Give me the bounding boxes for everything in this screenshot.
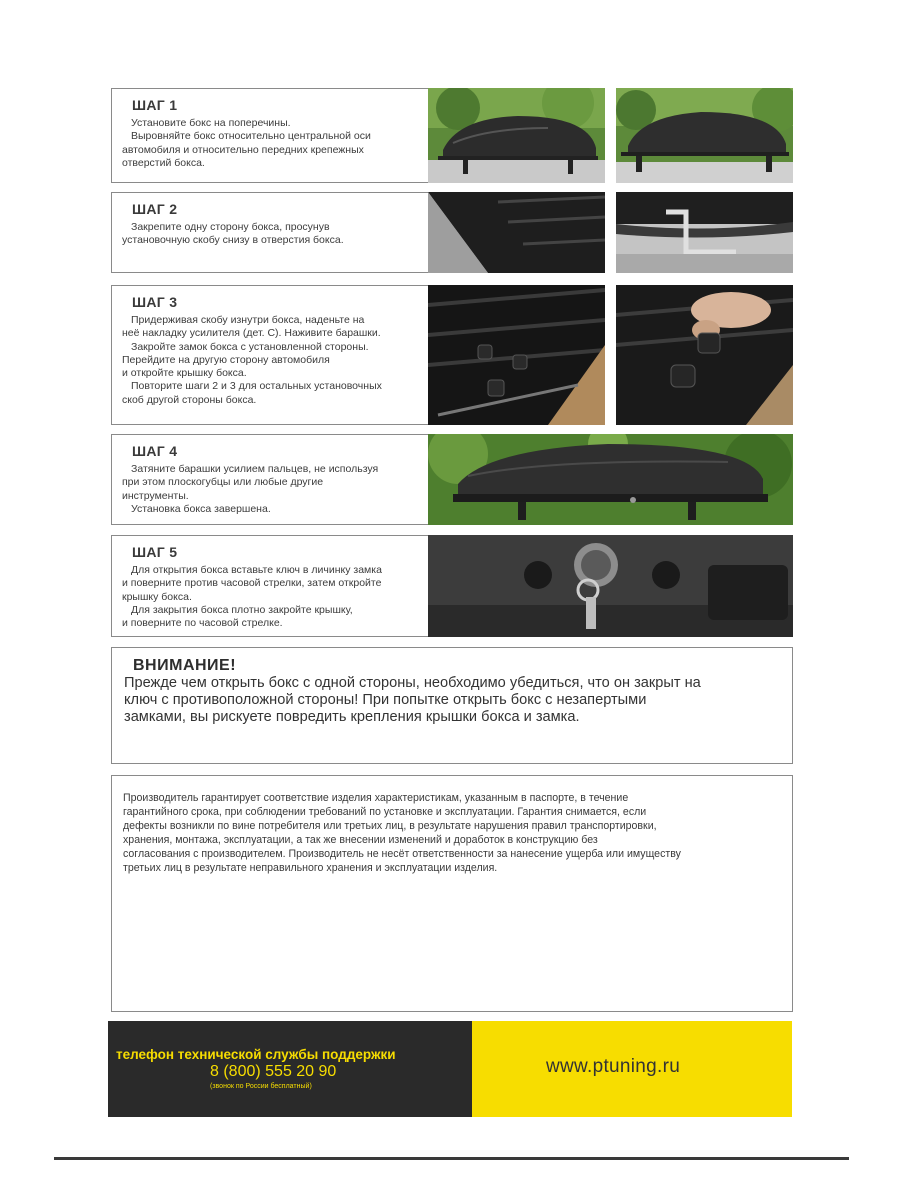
step-line: скоб другой стороны бокса. <box>122 393 257 406</box>
step-line: Затяните барашки усилием пальцев, не используя <box>131 463 379 475</box>
step-3-photo-left <box>428 285 605 425</box>
step-line: автомобиля и относительно передних крепежных <box>122 143 364 156</box>
website-banner <box>472 1021 792 1117</box>
step-1-photo-right <box>616 88 793 183</box>
warning-line: замками, вы рискуете повредить крепления крышки бокса и замка. <box>124 709 580 725</box>
step-title: ШАГ 1 <box>132 97 178 113</box>
step-line: Закройте замок бокса с установленной стороны. <box>131 340 369 353</box>
step-line: установочную скобу снизу в отверстия бокса. <box>122 234 344 247</box>
step-2-photo-right <box>616 192 793 273</box>
step-3-text <box>112 286 428 424</box>
step-1-text <box>112 89 428 182</box>
step-5-panel <box>111 535 429 637</box>
guarantee-line: хранения, монтажа, эксплуатации, а так же внесении изменений и доработок в конструкцию без <box>123 834 598 846</box>
step-line: Для закрытия бокса плотно закройте крышку, <box>131 603 353 616</box>
step-4-panel <box>111 434 429 525</box>
step-line: и поверните по часовой стрелке. <box>122 617 283 630</box>
step-line: Установите бокс на поперечины. <box>131 117 291 129</box>
support-phone[interactable]: 8 (800) 555 20 90 <box>210 1063 337 1080</box>
step-line: Придерживая скобу изнутри бокса, наденьте на <box>131 314 365 326</box>
step-line: Закрепите одну сторону бокса, просунув <box>131 221 330 233</box>
step-line: неё накладку усилителя (дет. С). Наживите барашки. <box>122 327 381 340</box>
step-line: Для открытия бокса вставьте ключ в личинку замка <box>131 564 382 576</box>
step-4-photo <box>428 434 793 525</box>
step-5-photo <box>428 535 793 637</box>
warning-title: ВНИМАНИЕ! <box>133 657 237 674</box>
step-title: ШАГ 4 <box>132 443 178 459</box>
step-line: и откройте крышку бокса. <box>122 367 247 380</box>
step-3-photo-right <box>616 285 793 425</box>
step-2-text <box>112 193 428 272</box>
step-line: Повторите шаги 2 и 3 для остальных установочных <box>131 380 382 393</box>
step-2-panel <box>111 192 429 273</box>
step-line: Перейдите на другую сторону автомобиля <box>122 353 330 366</box>
support-phone-note: (звонок по России бесплатный) <box>210 1083 312 1090</box>
step-line: крышку бокса. <box>122 590 192 603</box>
step-line: и поверните против часовой стрелки, затем откройте <box>122 577 382 590</box>
support-banner <box>108 1021 472 1117</box>
step-line: при этом плоскогубцы или любые другие <box>122 476 324 489</box>
guarantee-line: Производитель гарантирует соответствие изделия характеристикам, указанным в паспорте, в течение <box>123 792 629 804</box>
guarantee-line: третьих лиц в результате неправильного хранения и эксплуатации изделия. <box>123 862 498 874</box>
bottom-divider <box>54 1157 849 1160</box>
step-line: Установка бокса завершена. <box>131 502 271 515</box>
warning-line: Прежде чем открыть бокс с одной стороны, необходимо убедиться, что он закрыт на <box>124 675 701 691</box>
guarantee-line: согласования с производителем. Производитель не несёт ответственности за нанесение ущерба или имуществу <box>123 848 681 860</box>
warning-line: ключ с противоположной стороны! При попытке открыть бокс с незапертыми <box>124 692 647 708</box>
step-title: ШАГ 2 <box>132 201 178 217</box>
step-title: ШАГ 5 <box>132 544 178 560</box>
guarantee-line: гарантийного срока, при соблюдении требований по установке и эксплуатации. Гарантия снимается, если <box>123 806 647 818</box>
step-title: ШАГ 3 <box>132 294 178 310</box>
step-line: инструменты. <box>122 489 189 502</box>
support-label: телефон технической службы поддержки <box>116 1047 396 1062</box>
warning-panel <box>111 647 793 764</box>
step-line: Выровняйте бокс относительно центральной оси <box>131 130 371 143</box>
step-1-panel <box>111 88 429 183</box>
website-link[interactable]: www.ptuning.ru <box>546 1056 681 1077</box>
step-2-photo-left <box>428 192 605 273</box>
step-line: отверстий бокса. <box>122 156 205 169</box>
step-5-text <box>112 536 428 636</box>
guarantee-panel <box>111 775 793 1012</box>
step-4-text <box>112 435 428 524</box>
step-1-photo-left <box>428 88 605 183</box>
step-3-panel <box>111 285 429 425</box>
guarantee-line: дефекты возникли по вине потребителя или третьих лиц, в результате нарушения правил транспортировки, <box>123 820 657 832</box>
